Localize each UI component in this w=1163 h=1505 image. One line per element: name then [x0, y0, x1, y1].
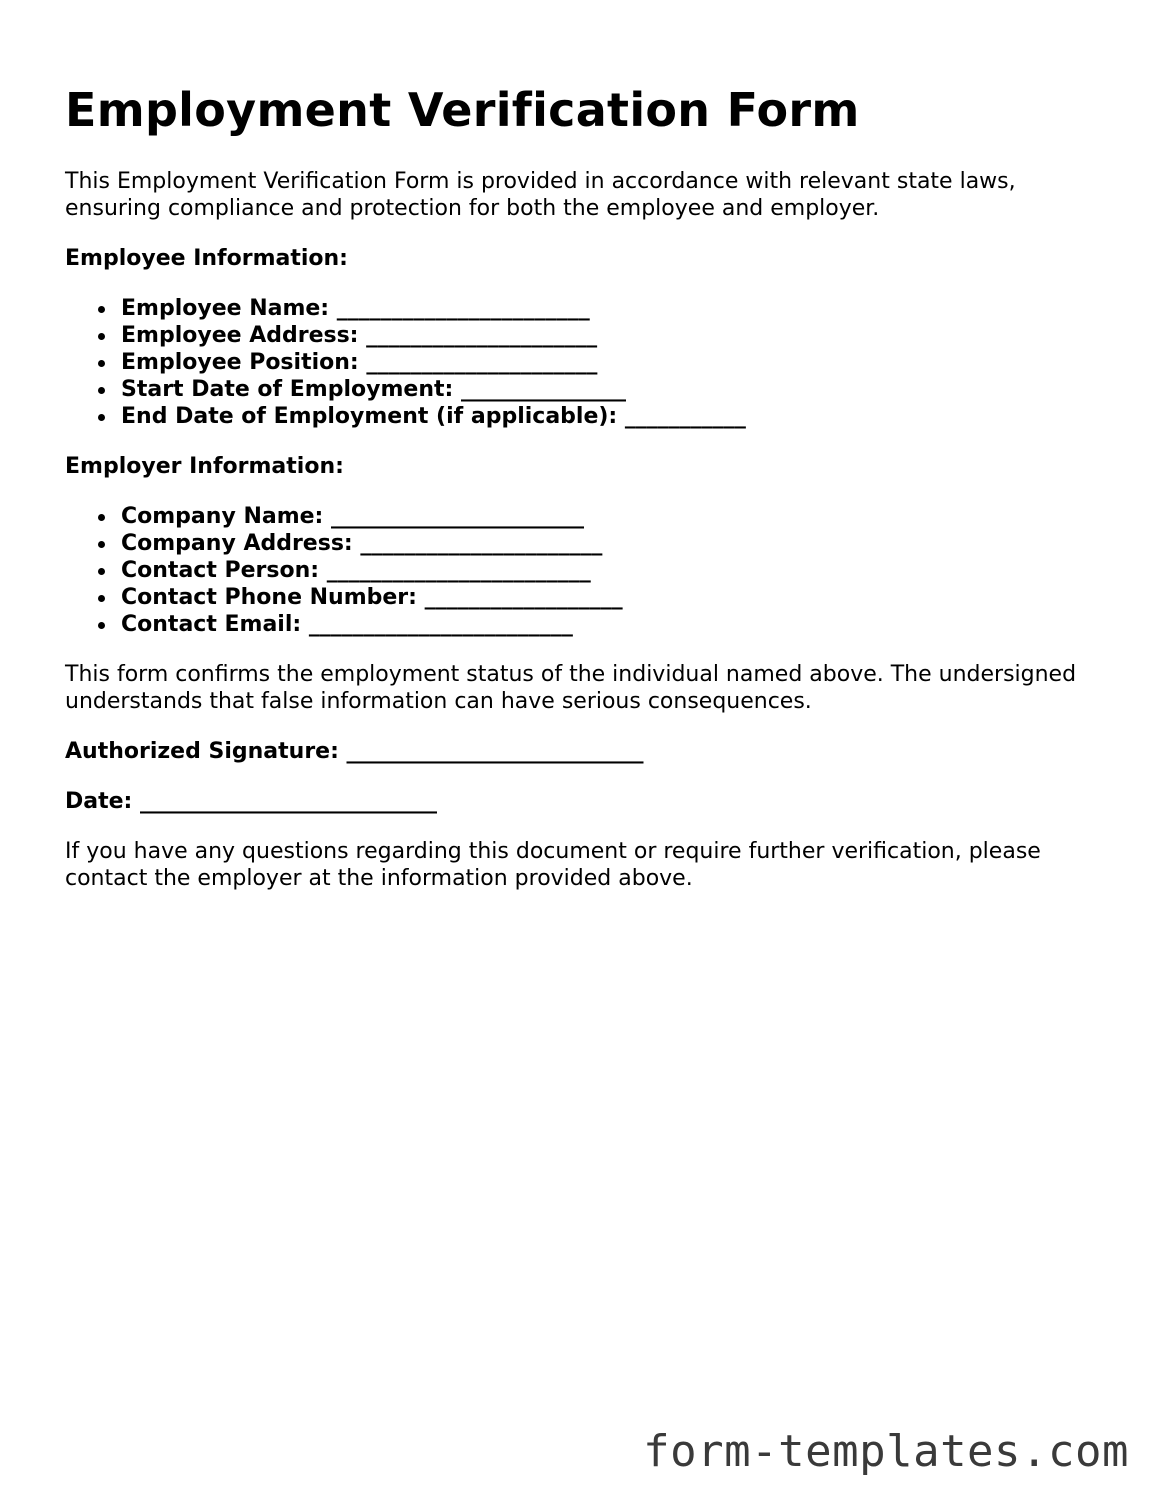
company-address-field: Company Address: ______________________ — [121, 530, 1105, 557]
employer-info-heading: Employer Information: — [65, 454, 344, 479]
employee-name-field: Employee Name: _______________________ — [121, 295, 1105, 322]
employee-info-heading: Employee Information: — [65, 246, 348, 271]
contact-email-field: Contact Email: ________________________ — [121, 611, 1105, 638]
contact-phone-field: Contact Phone Number: __________________ — [121, 584, 1105, 611]
intro-paragraph: This Employment Verification Form is provided in accordance with relevant state laws, ensuring compliance and protection for both the employee and employer. — [65, 169, 1016, 221]
employer-field-list — [65, 503, 1105, 638]
closing-paragraph: If you have any questions regarding this document or require further verification, please contact the employer at the information provided above. — [65, 839, 1041, 891]
employee-field-list — [65, 295, 1105, 430]
signature-line: Authorized Signature: ___________________________ — [65, 739, 644, 764]
date-line: Date: ___________________________ — [65, 789, 438, 814]
site-watermark: form-templates.com — [643, 1426, 1129, 1477]
employee-address-field: Employee Address: _____________________ — [121, 322, 1105, 349]
start-date-field: Start Date of Employment: _______________ — [121, 376, 1105, 403]
employee-position-field: Employee Position: _____________________ — [121, 349, 1105, 376]
form-page — [65, 80, 1105, 892]
company-name-field: Company Name: _______________________ — [121, 503, 1105, 530]
page-title: Employment Verification Form — [65, 83, 860, 137]
contact-person-field: Contact Person: ________________________ — [121, 557, 1105, 584]
end-date-field: End Date of Employment (if applicable): ___________ — [121, 403, 1105, 430]
confirmation-paragraph: This form confirms the employment status of the individual named above. The undersigned understands that false information can have serious consequences. — [65, 662, 1077, 714]
